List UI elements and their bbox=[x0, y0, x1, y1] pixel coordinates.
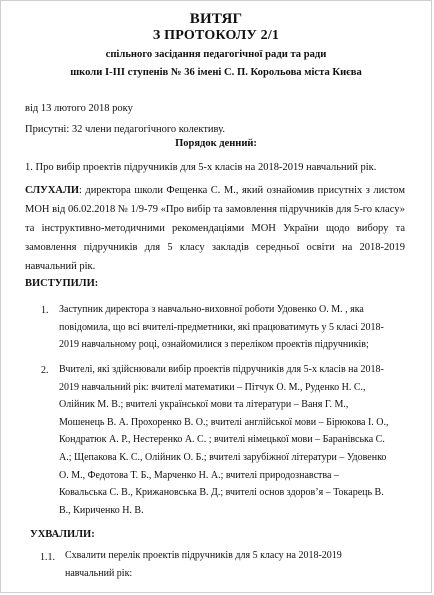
document-title: ВИТЯГ bbox=[189, 11, 243, 27]
spoke-item-1: Заступник директора з навчально-виховної роботи Удовенко О. М. , яка повідомила, що всі вчителі-предметники, які працюватимуть у 5 класі 2018-2019 навчальному році, ознайомилися з переліком проектів підручників; bbox=[59, 304, 384, 351]
decided-item-1: Схвалити перелік проектів підручників для 5 класу на 2018-2019 навчальний рік: bbox=[65, 550, 342, 579]
spoke-heading: ВИСТУПИЛИ: bbox=[25, 278, 99, 289]
agenda-item: 1. Про вибір проектів підручників для 5-х класів на 2018-2019 навчальний рік. bbox=[25, 162, 377, 173]
subtitle-line-2: школи І-ІІІ ступенів № 36 імені С. П. Корольова міста Києва bbox=[70, 67, 362, 78]
spoke-item-1-number: 1. bbox=[41, 305, 49, 316]
decided-item-1-number: 1.1. bbox=[40, 552, 55, 563]
heard-text: : директора школи Фещенка С. М., який ознайомив присутніх з листом МОН від 06.02.2018 № 1/9-79 «Про вибір та замовлення підручників для 5-го класу» та інструктивно-методичними рекомендаціями МОН України щодо вибору та замовлення підручників для 5 класу закладів середньої освіти на 2018-2019 навчальний рік. bbox=[25, 185, 405, 272]
agenda-heading: Порядок денний: bbox=[175, 138, 257, 149]
protocol-title: З ПРОТОКОЛУ 2/1 bbox=[152, 28, 280, 43]
attendance: Присутні: 32 члени педагогічного колективу. bbox=[25, 124, 225, 135]
spoke-item-2: Вчителі, які здійснювали вибір проектів підручників для 5-х класів на 2018-2019 навчальний рік: вчителі математики – Пітчук О. М., Руденко Н. С., Олійник М. В.; вчителі української мови та літератури – Ваня Г. М., Мошенець В. А. Прохоренко В. О.; вчителі англійської мови – Бірюкова І. О., Кондратюк А. Р., Нестеренко А. С. ; вчителі німецької мови – Баранівська С. А.; Щепакова К. С., Олійник О. Б.; вчителі зарубіжної літератури – Удовенко О. М., Федотова Т. Б., Марченко Н. А.; вчителі природознавства – Ковальська С. В., Крижановська В. Д.; вчителі основ здоров’я – Токарець В. В., Кириченко Н. В. bbox=[59, 364, 389, 516]
heard-paragraph bbox=[25, 181, 405, 276]
spoke-item-2-number: 2. bbox=[41, 365, 49, 376]
decided-heading: УХВАЛИЛИ: bbox=[30, 529, 95, 540]
meeting-date: від 13 лютого 2018 року bbox=[25, 103, 133, 114]
subtitle-line-1: спільного засідання педагогічної ради та ради bbox=[105, 49, 327, 60]
heard-label: СЛУХАЛИ bbox=[25, 185, 80, 196]
